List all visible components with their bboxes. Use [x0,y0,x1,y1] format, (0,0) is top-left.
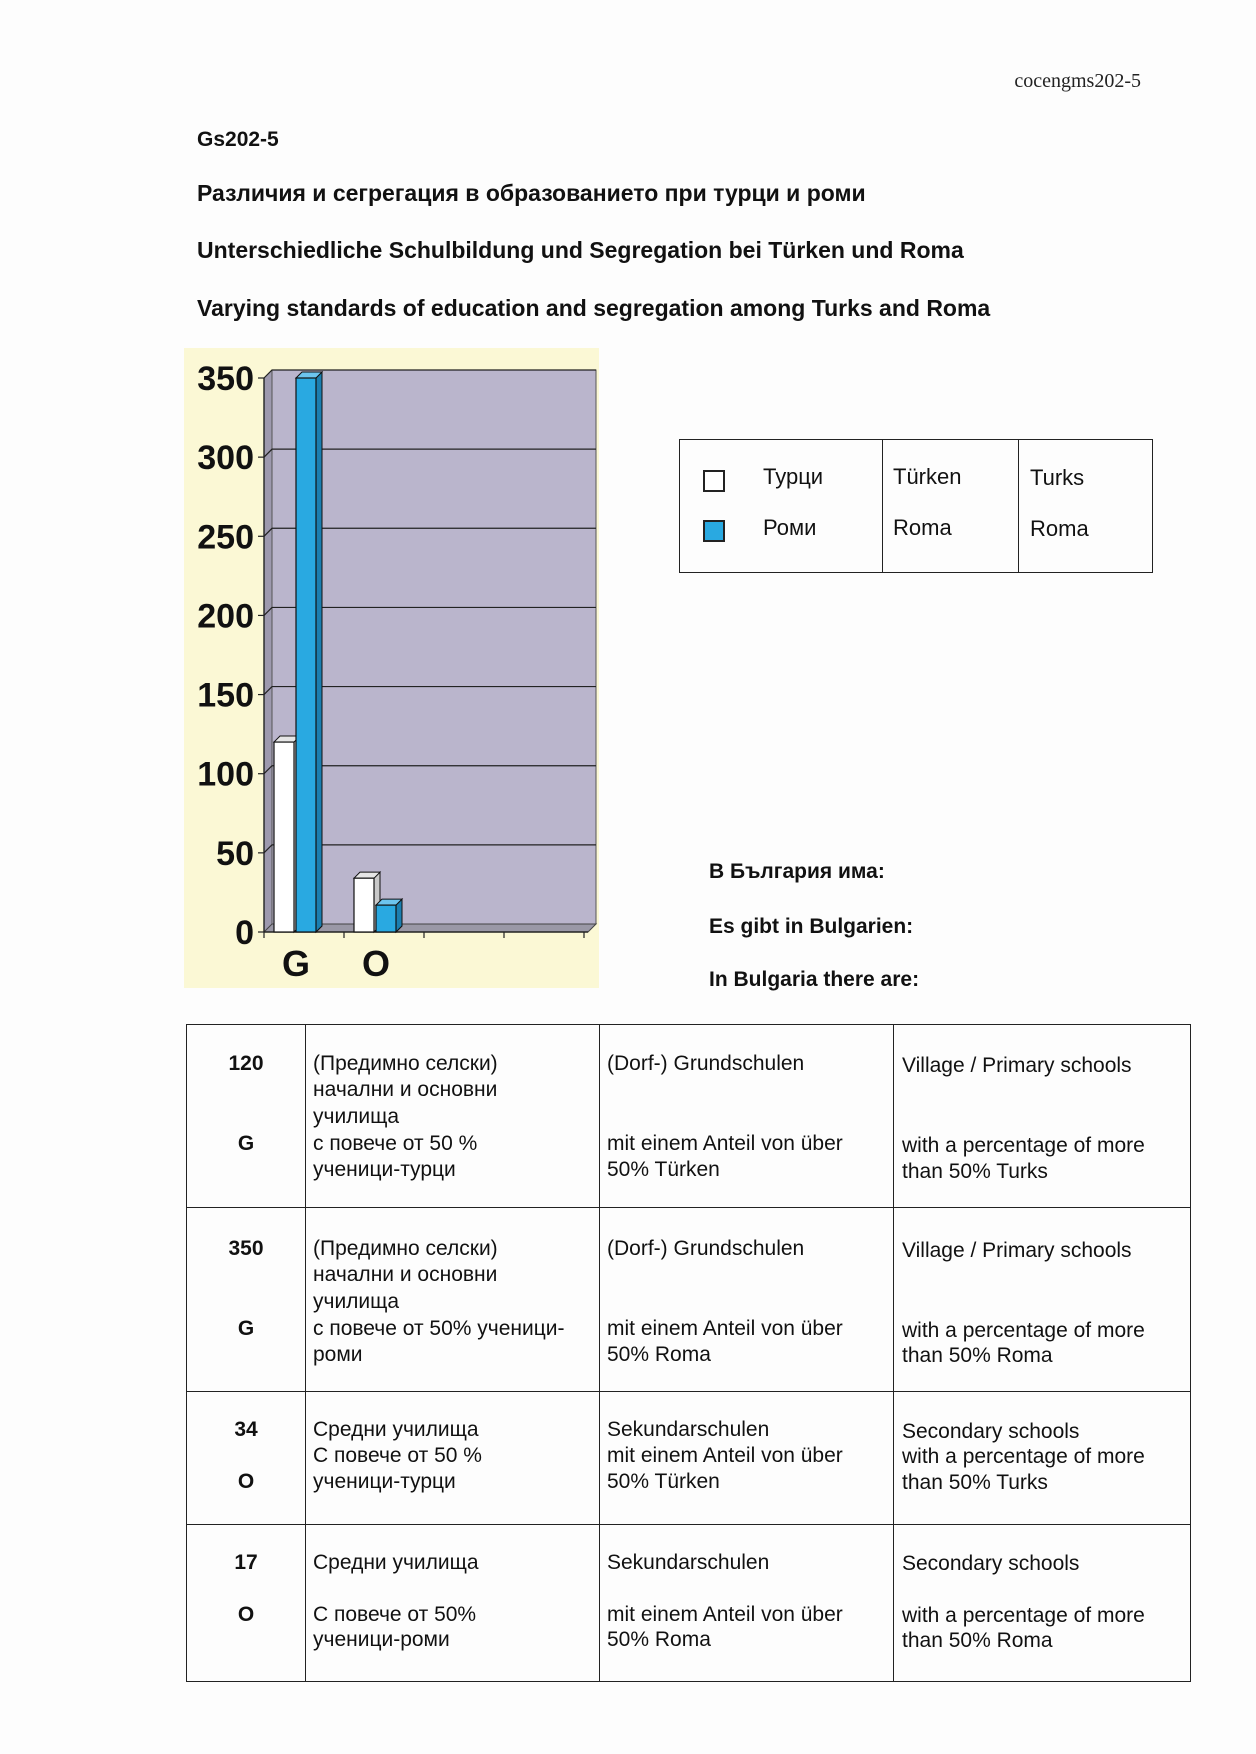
german-cell [600,1025,894,1208]
legend-label: Türken [893,464,962,489]
document-code: Gs202-5 [197,128,279,151]
cell-line: (Предимно селски) [313,1052,498,1075]
cell-line: 50% Türken [607,1158,720,1181]
school-count: 34 [234,1418,258,1441]
cell-line: mit einem Anteil von über [607,1132,843,1155]
document-reference: cocengms202-5 [1014,70,1141,92]
bar [354,878,374,932]
cell-line: ученици-турци [313,1470,456,1493]
cell-line: (Dorf-) Grundschulen [607,1052,805,1075]
title-english: Varying standards of education and segregation among Turks and Roma [197,295,991,321]
school-type: G [237,1317,255,1340]
y-tick-label: 50 [216,834,254,873]
legend-label: Roma [893,515,952,540]
cell-line: Средни училища [313,1551,479,1574]
school-count: 350 [228,1237,264,1260]
legend-label: Роми [763,515,817,540]
count-cell [187,1392,306,1525]
y-tick-label: 200 [197,597,254,636]
cell-line: ученици-турци [313,1158,456,1181]
bulgarian-cell [306,1208,600,1392]
y-tick-label: 100 [197,755,254,794]
bar [376,905,396,932]
german-cell [600,1392,894,1525]
cell-line: than 50% Turks [902,1471,1048,1494]
cell-line: (Dorf-) Grundschulen [607,1237,805,1260]
cell-line: (Предимно селски) [313,1237,498,1260]
cell-line: than 50% Roma [902,1629,1053,1652]
x-category-label: G [281,943,311,984]
school-type: O [237,1470,255,1493]
cell-line: роми [313,1343,363,1366]
cell-line: начални и основни [313,1263,498,1286]
cell-line: with a percentage of more [902,1319,1145,1342]
german-cell [600,1525,894,1682]
cell-line: 50% Türken [607,1470,720,1493]
cell-line: with a percentage of more [902,1604,1145,1627]
cell-line: Средни училища [313,1418,479,1441]
cell-line: with a percentage of more [902,1134,1145,1157]
cell-line: mit einem Anteil von über [607,1444,843,1467]
title-german: Unterschiedliche Schulbildung und Segregation bei Türken und Roma [197,237,964,263]
cell-line: 50% Roma [607,1343,711,1366]
bar-side [316,372,322,932]
cell-line: mit einem Anteil von über [607,1603,843,1626]
cell-line: Sekundarschulen [607,1551,770,1574]
cell-line: с повече от 50 % [313,1132,478,1155]
note-english: In Bulgaria there are: [709,968,920,991]
schools-table [186,1024,1191,1682]
cell-line: Village / Primary schools [902,1239,1132,1262]
bar [274,742,294,932]
bulgarian-cell [306,1025,600,1208]
cell-line: mit einem Anteil von über [607,1317,843,1340]
school-type: G [237,1132,255,1155]
count-cell [187,1208,306,1392]
cell-line: С повече от 50 % [313,1444,482,1467]
count-cell [187,1025,306,1208]
school-type: O [237,1603,255,1626]
cell-line: 50% Roma [607,1628,711,1651]
cell-line: with a percentage of more [902,1445,1145,1468]
count-cell [187,1525,306,1682]
cell-line: начални и основни [313,1078,498,1101]
legend-english [1019,440,1152,572]
y-tick-label: 300 [197,439,254,478]
y-tick-label: 0 [235,914,254,952]
chart-side-wall [264,370,272,932]
german-cell [600,1208,894,1392]
cell-line: Secondary schools [902,1552,1080,1575]
english-cell [894,1208,1191,1392]
bar [296,378,316,932]
table-row [187,1392,1191,1525]
cell-line: Village / Primary schools [902,1054,1132,1077]
table-row [187,1025,1191,1208]
y-tick-label: 150 [197,676,254,715]
bulgarian-cell [306,1525,600,1682]
legend-german [883,440,1018,572]
bulgarian-cell [306,1392,600,1525]
english-cell [894,1025,1191,1208]
bar-chart [184,348,599,988]
table-row [187,1525,1191,1682]
legend-label: Турци [763,464,824,489]
cell-line: с повече от 50% ученици- [313,1317,565,1340]
y-tick-label: 250 [197,518,254,557]
cell-line: училища [313,1290,400,1313]
cell-line: С повече от 50% [313,1603,477,1626]
y-tick-label: 350 [197,360,254,398]
english-cell [894,1525,1191,1682]
legend-bulgarian [680,440,882,572]
cell-line: than 50% Turks [902,1160,1048,1183]
school-count: 120 [228,1052,264,1075]
legend-table [679,439,1153,573]
legend-swatch-roma [703,520,725,542]
note-german: Es gibt in Bulgarien: [709,915,914,938]
cell-line: Secondary schools [902,1420,1080,1443]
x-category-label: O [361,943,391,984]
legend-label: Turks [1030,465,1085,490]
note-bulgarian: В България има: [709,860,885,883]
cell-line: than 50% Roma [902,1344,1053,1367]
legend-label: Roma [1030,516,1089,541]
cell-line: Sekundarschulen [607,1418,770,1441]
table-row [187,1208,1191,1392]
cell-line: училища [313,1105,400,1128]
legend-swatch-turks [703,470,725,492]
english-cell [894,1392,1191,1525]
cell-line: ученици-роми [313,1628,450,1651]
school-count: 17 [234,1551,258,1574]
title-bulgarian: Различия и сегрегация в образованието при турци и роми [197,180,866,206]
